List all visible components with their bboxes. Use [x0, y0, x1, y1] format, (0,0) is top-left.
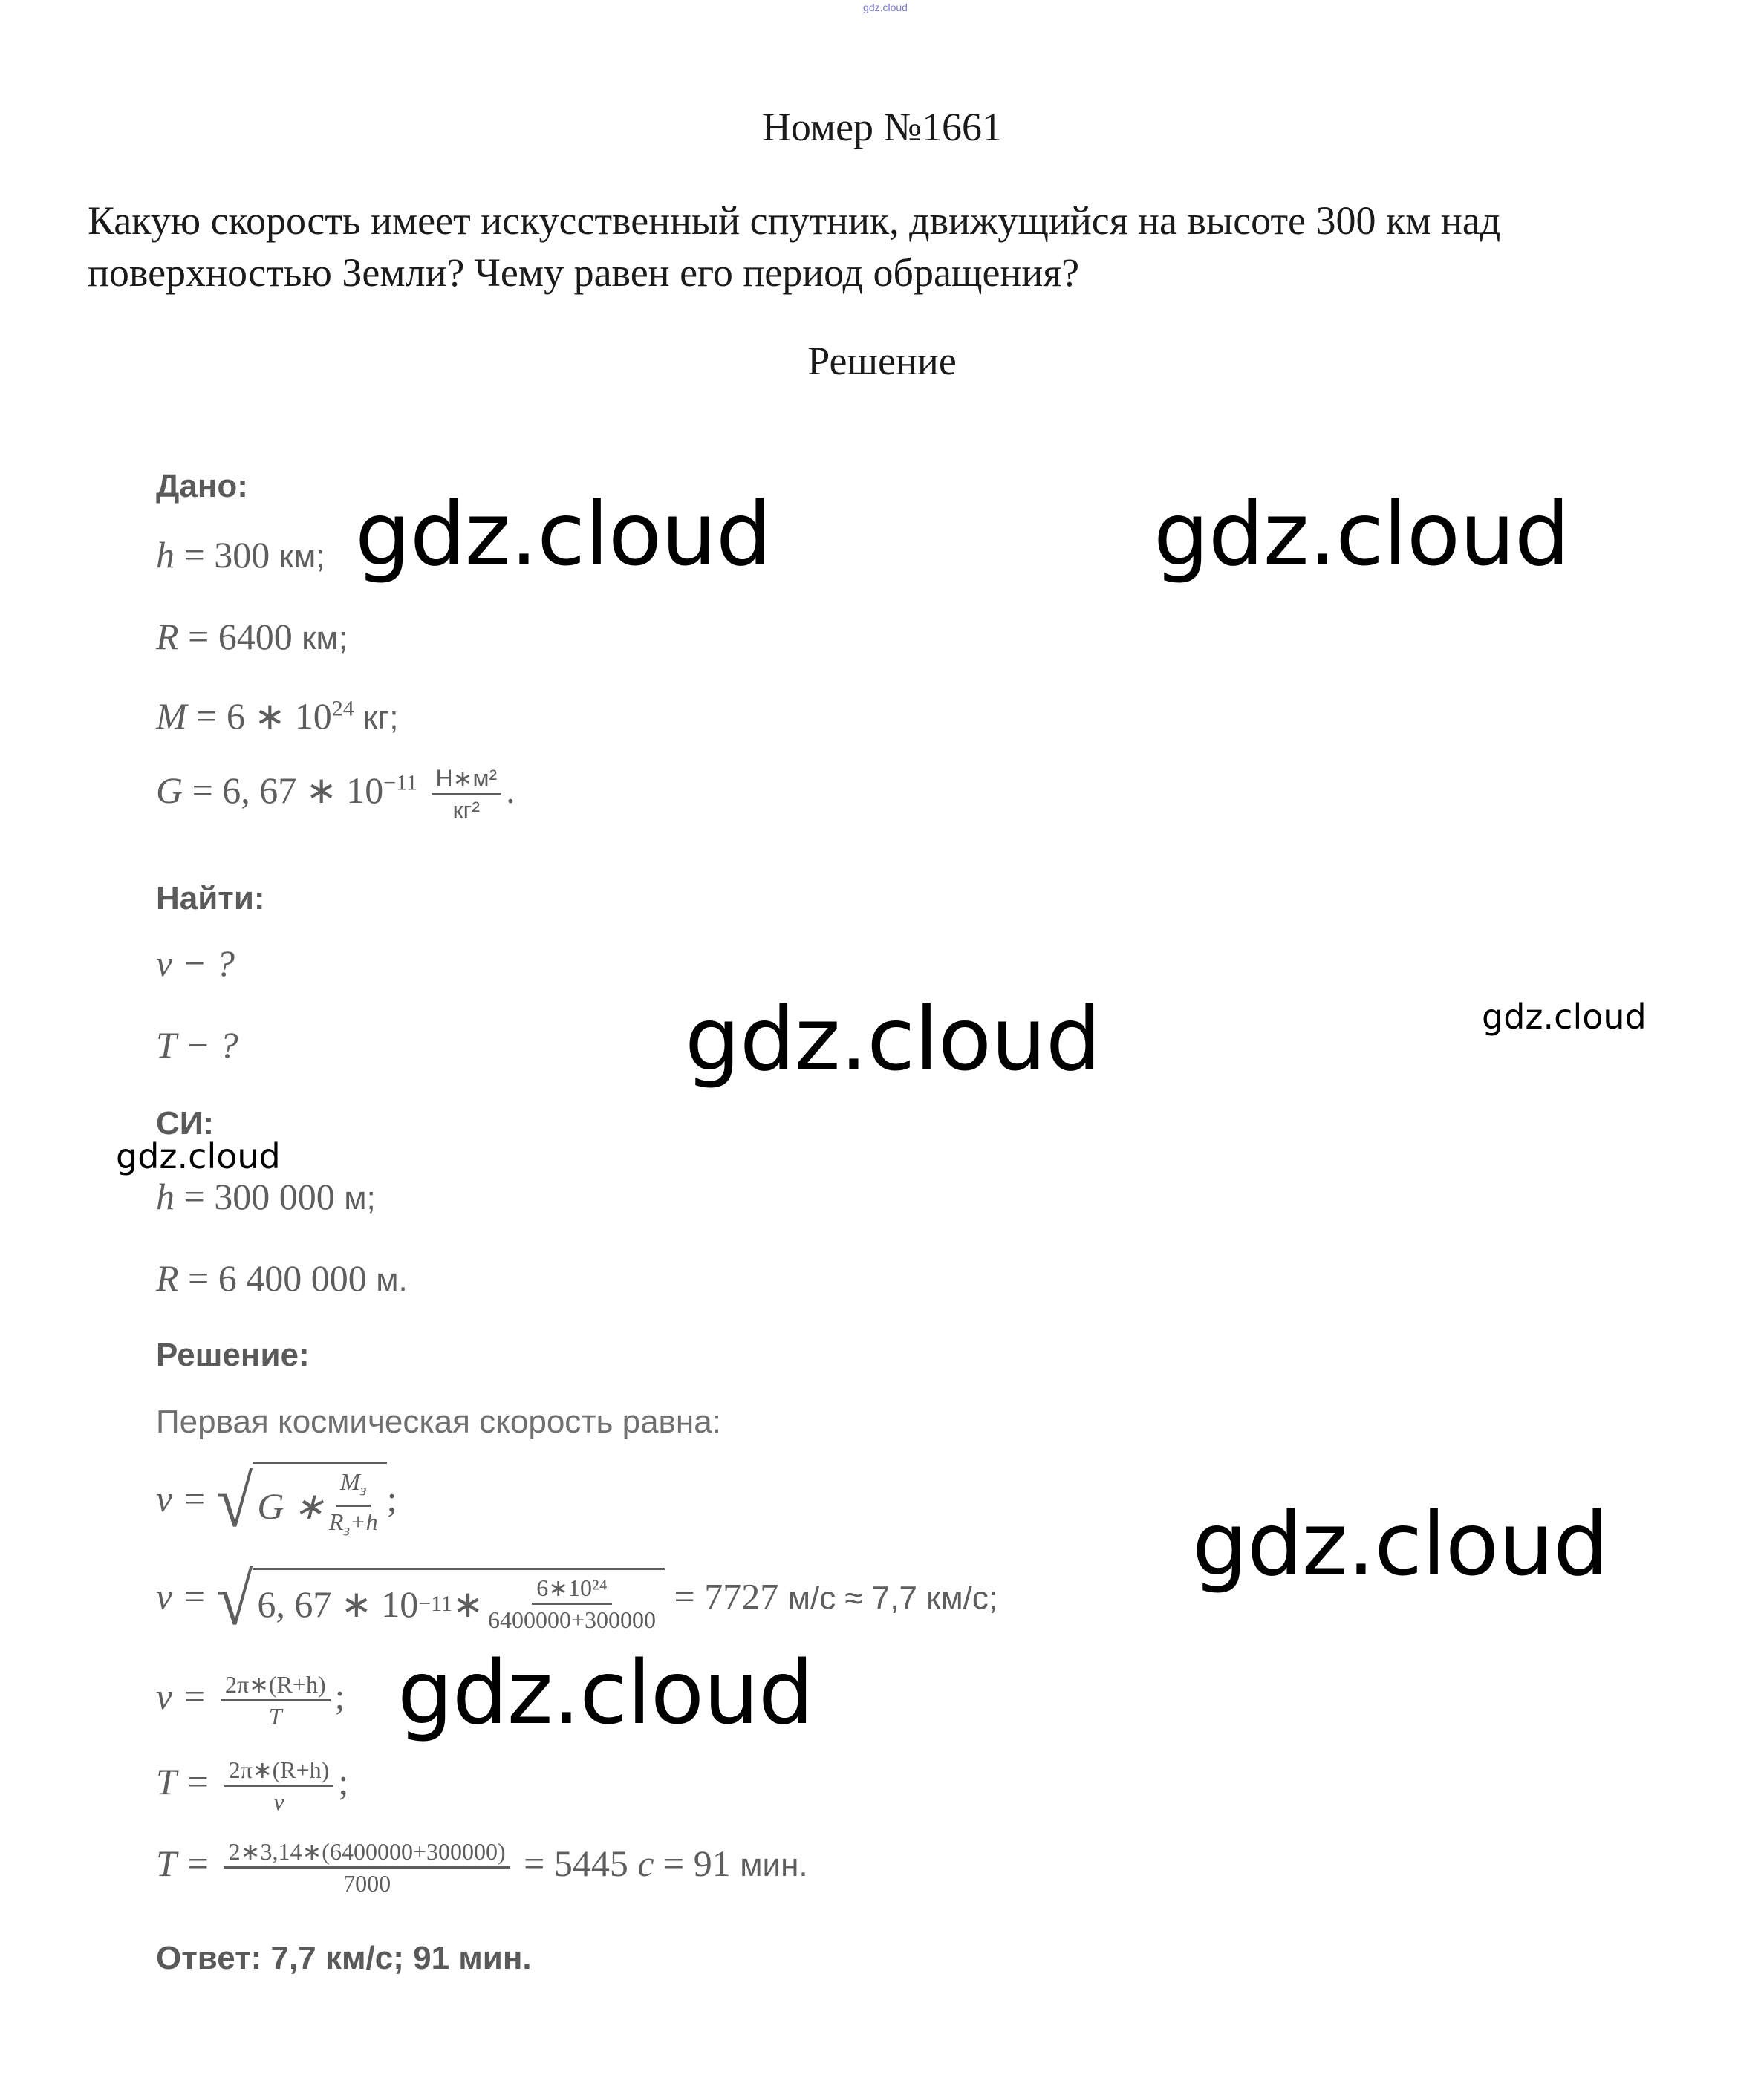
given-h: h = 300 км;: [156, 534, 325, 576]
formula-t-numeric: T = $\frac{2∗3,14∗(6400000+300000)}{7000}$ = 5445 c = 91 мин.: [156, 1838, 808, 1897]
top-watermark: gdz.cloud: [863, 1, 908, 13]
given-g: G = 6, 67 ∗ $10^{-11}$ $\frac{\text{Н∗м²}}{\text{кг²}}$ .: [156, 765, 515, 824]
circumference-over-period-fraction: $\frac{2\pi∗(R+h)}{T}$: [221, 1671, 331, 1730]
watermark-1: gdz.cloud: [355, 483, 771, 585]
watermark-6: gdz.cloud: [1192, 1493, 1608, 1595]
formula-t-general: T = $\frac{2\pi∗(R+h)}{v}$ ;: [156, 1756, 349, 1815]
si-r: R = 6 400 000 м.: [156, 1257, 408, 1299]
find-heading: Найти:: [156, 880, 265, 916]
solution-intro: Первая космическая скорость равна:: [156, 1404, 721, 1440]
si-h: h = 300 000 м;: [156, 1176, 376, 1217]
task-text: Какую скорость имеет искусственный спутник, движущийся на высоте 300 км над поверхностью Земли? Чему равен его период обращения?: [88, 198, 1501, 295]
given-r: R = 6400 км;: [156, 616, 348, 657]
g-unit-fraction: $\frac{\text{Н∗м²}}{\text{кг²}}$: [432, 765, 502, 824]
watermark-2: gdz.cloud: [1153, 483, 1569, 585]
watermark-5: gdz.cloud: [116, 1136, 281, 1176]
watermark-7: gdz.cloud: [397, 1641, 813, 1744]
sqrt-symbol: √ G ∗ $\frac{M_з}{R_з+h}$: [216, 1462, 387, 1544]
formula-v-general: v = √ G ∗ $\frac{M_з}{R_з+h}$ ;: [156, 1462, 397, 1543]
given-heading: Дано:: [156, 468, 248, 504]
period-numeric-fraction: $\frac{2∗3,14∗(6400000+300000)}{7000}$: [224, 1838, 510, 1897]
sqrt-symbol: √ 6, 67 ∗ 10 −11 ∗ $\frac{\text{6∗10²⁴}}{6400000+300000}$: [216, 1567, 665, 1634]
circumference-over-speed-fraction: $\frac{2\pi∗(R+h)}{v}$: [224, 1756, 334, 1815]
find-t: T − ?: [156, 1024, 238, 1066]
numeric-fraction: $\frac{\text{6∗10²⁴}}{6400000+300000}$: [487, 1574, 657, 1633]
formula-v-numeric: v = √ 6, 67 ∗ 10 −11 ∗ $\frac{\text{6∗10²⁴}}{6400000+300000}$ = 7727 м/с ≈ 7,7 км/с;: [156, 1560, 998, 1641]
si-heading: СИ:: [156, 1105, 215, 1141]
watermark-4: gdz.cloud: [1482, 997, 1647, 1037]
formula-v-period: v = $\frac{2\pi∗(R+h)}{T}$ ;: [156, 1671, 345, 1730]
solution-subheading: Решение:: [156, 1337, 310, 1373]
answer-line: Ответ: 7,7 км/с; 91 мин.: [156, 1940, 532, 1976]
solution-heading: Решение: [807, 339, 957, 383]
given-m: M = 6 ∗ $10^{24}$ кг;: [156, 695, 399, 737]
find-v: v − ?: [156, 942, 235, 984]
watermark-3: gdz.cloud: [685, 988, 1101, 1090]
page-title: Номер №1661: [761, 105, 1003, 149]
mass-over-radius-fraction: $\frac{M_з}{R_з+h}$: [328, 1468, 378, 1540]
